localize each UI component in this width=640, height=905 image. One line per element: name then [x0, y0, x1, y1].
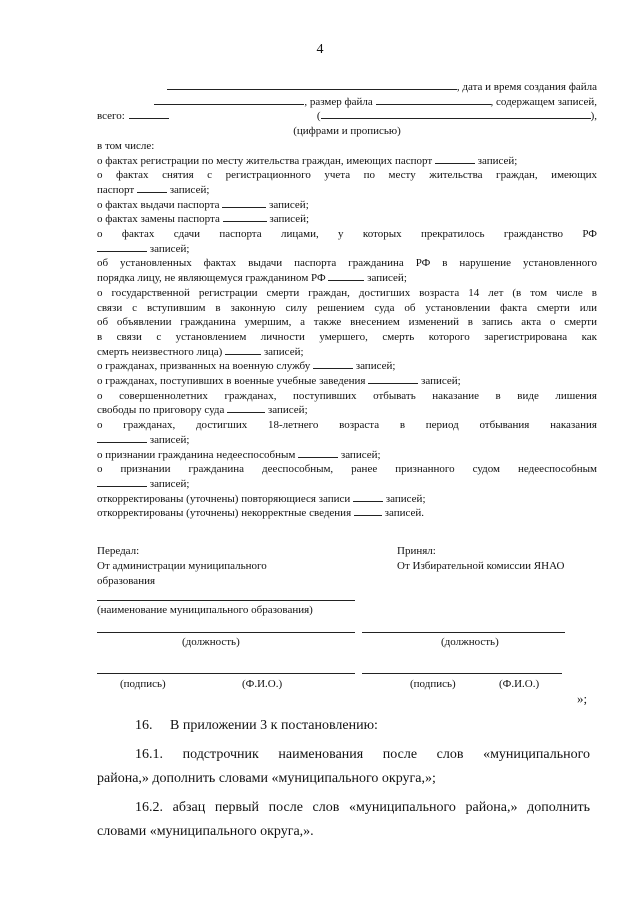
closing-quote: »;: [577, 691, 588, 706]
form-item-passport-issue: о фактах выдачи паспорта записей;: [97, 198, 309, 211]
paragraph-16-2-line-1: 16.2. абзац первый после слов «муниципального района,» дополнить: [135, 800, 590, 815]
report-form: [97, 80, 597, 521]
form-item-military-schools: о гражданах, поступивших в военные учебные заведения записей;: [97, 375, 461, 388]
form-line-2: , размер файла , содержащем записей,: [97, 95, 597, 110]
municipality-caption: (наименование муниципального образования): [97, 604, 313, 616]
received-label: Принял:: [397, 545, 436, 557]
paragraph-16: 16. В приложении 3 к постановлению:: [135, 718, 378, 733]
position-caption-left: (должность): [182, 636, 240, 648]
form-item-registration: о фактах регистрации по месту жительства граждан, имеющих паспорт записей;: [97, 154, 518, 167]
form-item-imprisonment: о совершеннолетних гражданах, поступивших отбывать наказание в виде лишения: [97, 389, 597, 402]
form-in-total: в том числе:: [97, 139, 155, 152]
position-line-right: [362, 632, 565, 633]
form-item-capacity: о признании гражданина дееспособным, ранее признанного судом недееспособным: [97, 463, 597, 476]
form-caption-numbers: (цифрами и прописью): [293, 125, 401, 138]
form-line-1: , дата и время создания файла: [97, 80, 597, 95]
form-item-death-3: об объявлении гражданина умершим, а также внесением изменений в запись акта о смерти: [97, 316, 597, 329]
received-org: От Избирательной комиссии ЯНАО: [397, 560, 565, 572]
passed-org-line-2: образования: [97, 575, 156, 587]
signature-caption-right: (подпись): [410, 678, 456, 690]
form-item-duplicates: откорректированы (уточнены) повторяющиеся записи записей;: [97, 492, 426, 505]
signature-line-right: [362, 673, 562, 674]
paragraph-16-1-line-2: района,» дополнить словами «муниципального округа,»;: [97, 771, 436, 786]
signature-line-left: [97, 673, 355, 674]
form-item-death-4: в связи с установлением личности умершего, смерть которого зарегистрирована как: [97, 330, 597, 343]
form-item-deregistration: о фактах снятия с регистрационного учета по месту жительства граждан, имеющих: [97, 169, 597, 182]
form-item-age-18-2: записей;: [97, 433, 597, 448]
amendment-text: [97, 714, 590, 844]
passed-label: Передал:: [97, 545, 140, 557]
position-caption-right: (должность): [441, 636, 499, 648]
paragraph-16-2-line-2: словами «муниципального округа,».: [97, 824, 314, 839]
fio-caption-left: (Ф.И.О.): [242, 678, 283, 690]
signature-caption-left: (подпись): [120, 678, 166, 690]
form-item-incorrect: откорректированы (уточнены) некорректные сведения записей.: [97, 507, 425, 520]
municipality-line: [97, 600, 355, 601]
passed-org-line-1: От администрации муниципального: [97, 560, 267, 572]
form-item-illegal-issue: об установленных фактах выдачи паспорта гражданина РФ в нарушение установленного: [97, 257, 597, 270]
form-item-military: о гражданах, призванных на военную службу записей;: [97, 360, 396, 373]
form-item-passport-replace: о фактах замены паспорта записей;: [97, 213, 310, 226]
form-item-age-18: о гражданах, достигших 18-летнего возраста в период отбывания наказания: [97, 419, 597, 432]
form-item-death-5: смерть неизвестного лица) записей;: [97, 345, 304, 358]
form-item-illegal-issue-2: порядка лицу, не являющемуся гражданином РФ записей;: [97, 272, 407, 285]
page-number: 4: [316, 42, 324, 57]
form-item-imprisonment-2: свободы по приговору суда записей;: [97, 404, 308, 417]
form-item-death-2: связи с вступившим в законную силу решением суда об установлении факта смерти или: [97, 301, 597, 314]
form-item-deregistration-2: паспорт записей;: [97, 183, 210, 196]
fio-caption-right: (Ф.И.О.): [499, 678, 540, 690]
form-item-capacity-2: записей;: [97, 477, 597, 492]
form-item-incapacity: о признании гражданина недееспособным записей;: [97, 448, 381, 461]
paragraph-16-1-line-1: 16.1. подстрочник наименования после слов «муниципального: [135, 747, 590, 762]
form-item-death-1: о государственной регистрации смерти граждан, достигших возраста 14 лет (в том числе в: [97, 286, 597, 299]
form-item-passport-surrender-2: записей;: [97, 242, 597, 257]
position-line-left: [97, 632, 355, 633]
form-item-passport-surrender: о фактах сдачи паспорта лицами, у которых прекратилось гражданство РФ: [97, 228, 597, 241]
form-line-3: всего: ( ),: [97, 110, 597, 123]
